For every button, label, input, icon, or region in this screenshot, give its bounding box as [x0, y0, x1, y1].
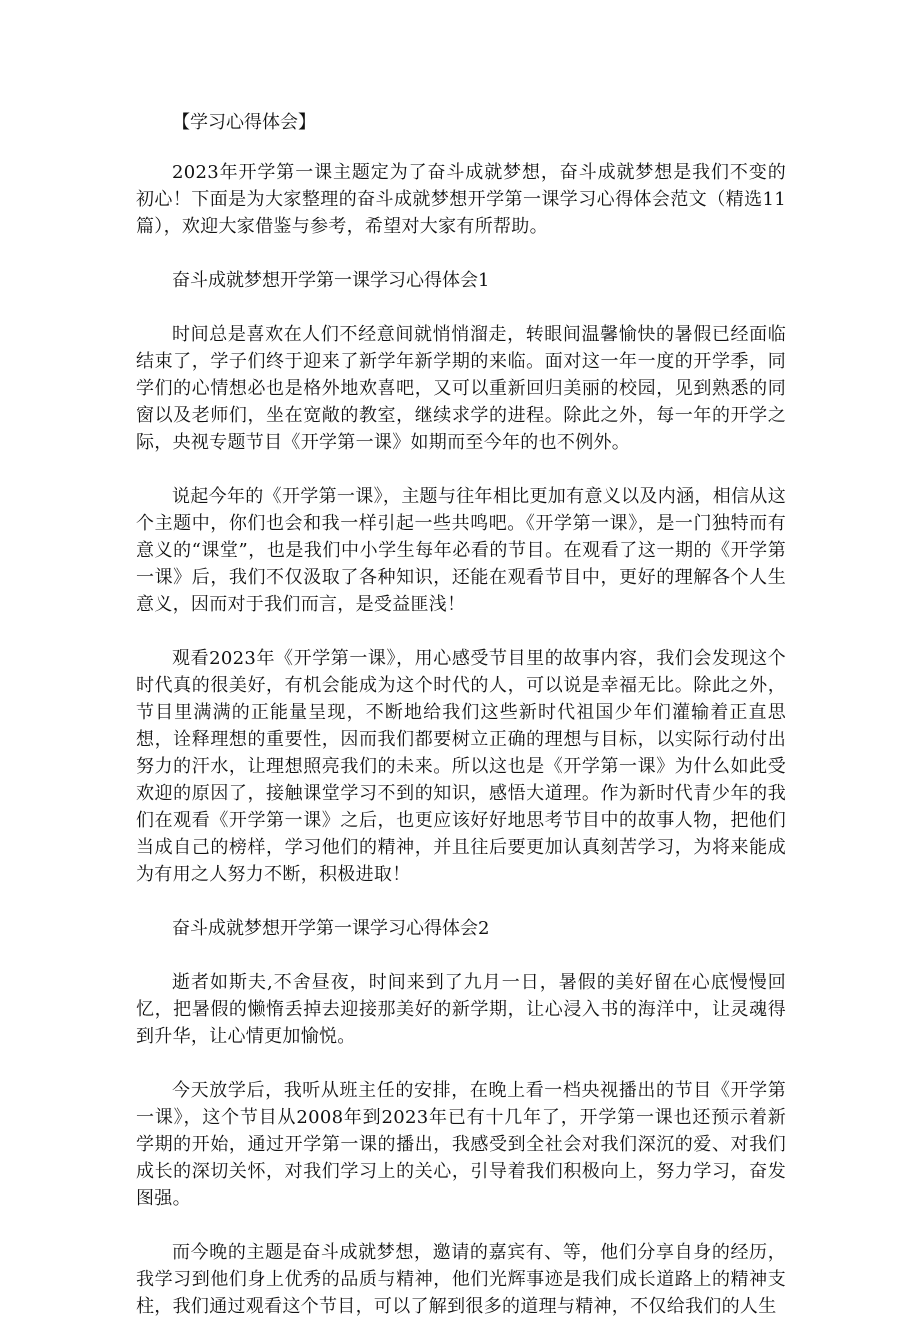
section2-paragraph-1: 逝者如斯夫,不舍昼夜，时间来到了九月一日，暑假的美好留在心底慢慢回忆，把暑假的懒惰丢掉去迎接那美好的新学期，让心浸入书的海洋中，让灵魂得到升华，让心情更加愉悦。: [136, 972, 786, 1047]
section1-paragraph-1: 时间总是喜欢在人们不经意间就悄悄溜走，转眼间温馨愉快的暑假已经面临结束了，学子们终于迎来了新学年新学期的来临。面对这一年一度的开学季，同学们的心情想必也是格外地欢喜吧，又可以重新回归美丽的校园，见到熟悉的同窗以及老师们，坐在宽敞的教室，继续求学的进程。除此之外，每一年的开学之际，央视专题节目《开学第一课》如期而至今年的也不例外。: [136, 324, 786, 453]
intro-paragraph: 2023年开学第一课主题定为了奋斗成就梦想，奋斗成就梦想是我们不变的初心！下面是为大家整理的奋斗成就梦想开学第一课学习心得体会范文（精选11篇），欢迎大家借鉴与参考，希望对大家有所帮助。: [136, 162, 786, 237]
section-heading-2: 奋斗成就梦想开学第一课学习心得体会2: [172, 918, 490, 939]
document-title: 【学习心得体会】: [172, 112, 316, 133]
section1-paragraph-3: 观看2023年《开学第一课》，用心感受节目里的故事内容，我们会发现这个时代真的很美好，有机会能成为这个时代的人，可以说是幸福无比。除此之外，节目里满满的正能量呈现，不断地给我们这些新时代祖国少年们灌输着正直思想，诠释理想的重要性，因而我们都要树立正确的理想与目标，以实际行动付出努力的汗水，让理想照亮我们的未来。所以这也是《开学第一课》为什么如此受欢迎的原因了，接触课堂学习不到的知识，感悟大道理。作为新时代青少年的我们在观看《开学第一课》之后，也更应该好好地思考节目中的故事人物，把他们当成自己的榜样，学习他们的精神，并且往后要更加认真刻苦学习，为将来能成为有用之人努力不断，积极进取！: [136, 648, 786, 885]
document-body: [136, 109, 786, 1320]
section1-paragraph-2: 说起今年的《开学第一课》，主题与往年相比更加有意义以及内涵，相信从这个主题中，你们也会和我一样引起一些共鸣吧。《开学第一课》，是一门独特而有意义的“课堂”，也是我们中小学生每年必看的节目。在观看了这一期的《开学第一课》后，我们不仅汲取了各种知识，还能在观看节目中，更好的理解各个人生意义，因而对于我们而言，是受益匪浅！: [136, 486, 786, 615]
section2-paragraph-2: 今天放学后，我听从班主任的安排，在晚上看一档央视播出的节目《开学第一课》，这个节目从2008年到2023年已有十几年了，开学第一课也还预示着新学期的开始，通过开学第一课的播出，我感受到全社会对我们深沉的爱、对我们成长的深切关怀，对我们学习上的关心，引导着我们积极向上，努力学习，奋发图强。: [136, 1080, 786, 1209]
section-heading-1: 奋斗成就梦想开学第一课学习心得体会1: [172, 270, 490, 291]
section2-paragraph-3: 而今晚的主题是奋斗成就梦想，邀请的嘉宾有、等，他们分享自身的经历，我学习到他们身上优秀的品质与精神，他们光辉事迹是我们成长道路上的精神支柱，我们通过观看这个节目，可以了解到很多的道理与精神，不仅给我们的人生: [136, 1242, 786, 1317]
